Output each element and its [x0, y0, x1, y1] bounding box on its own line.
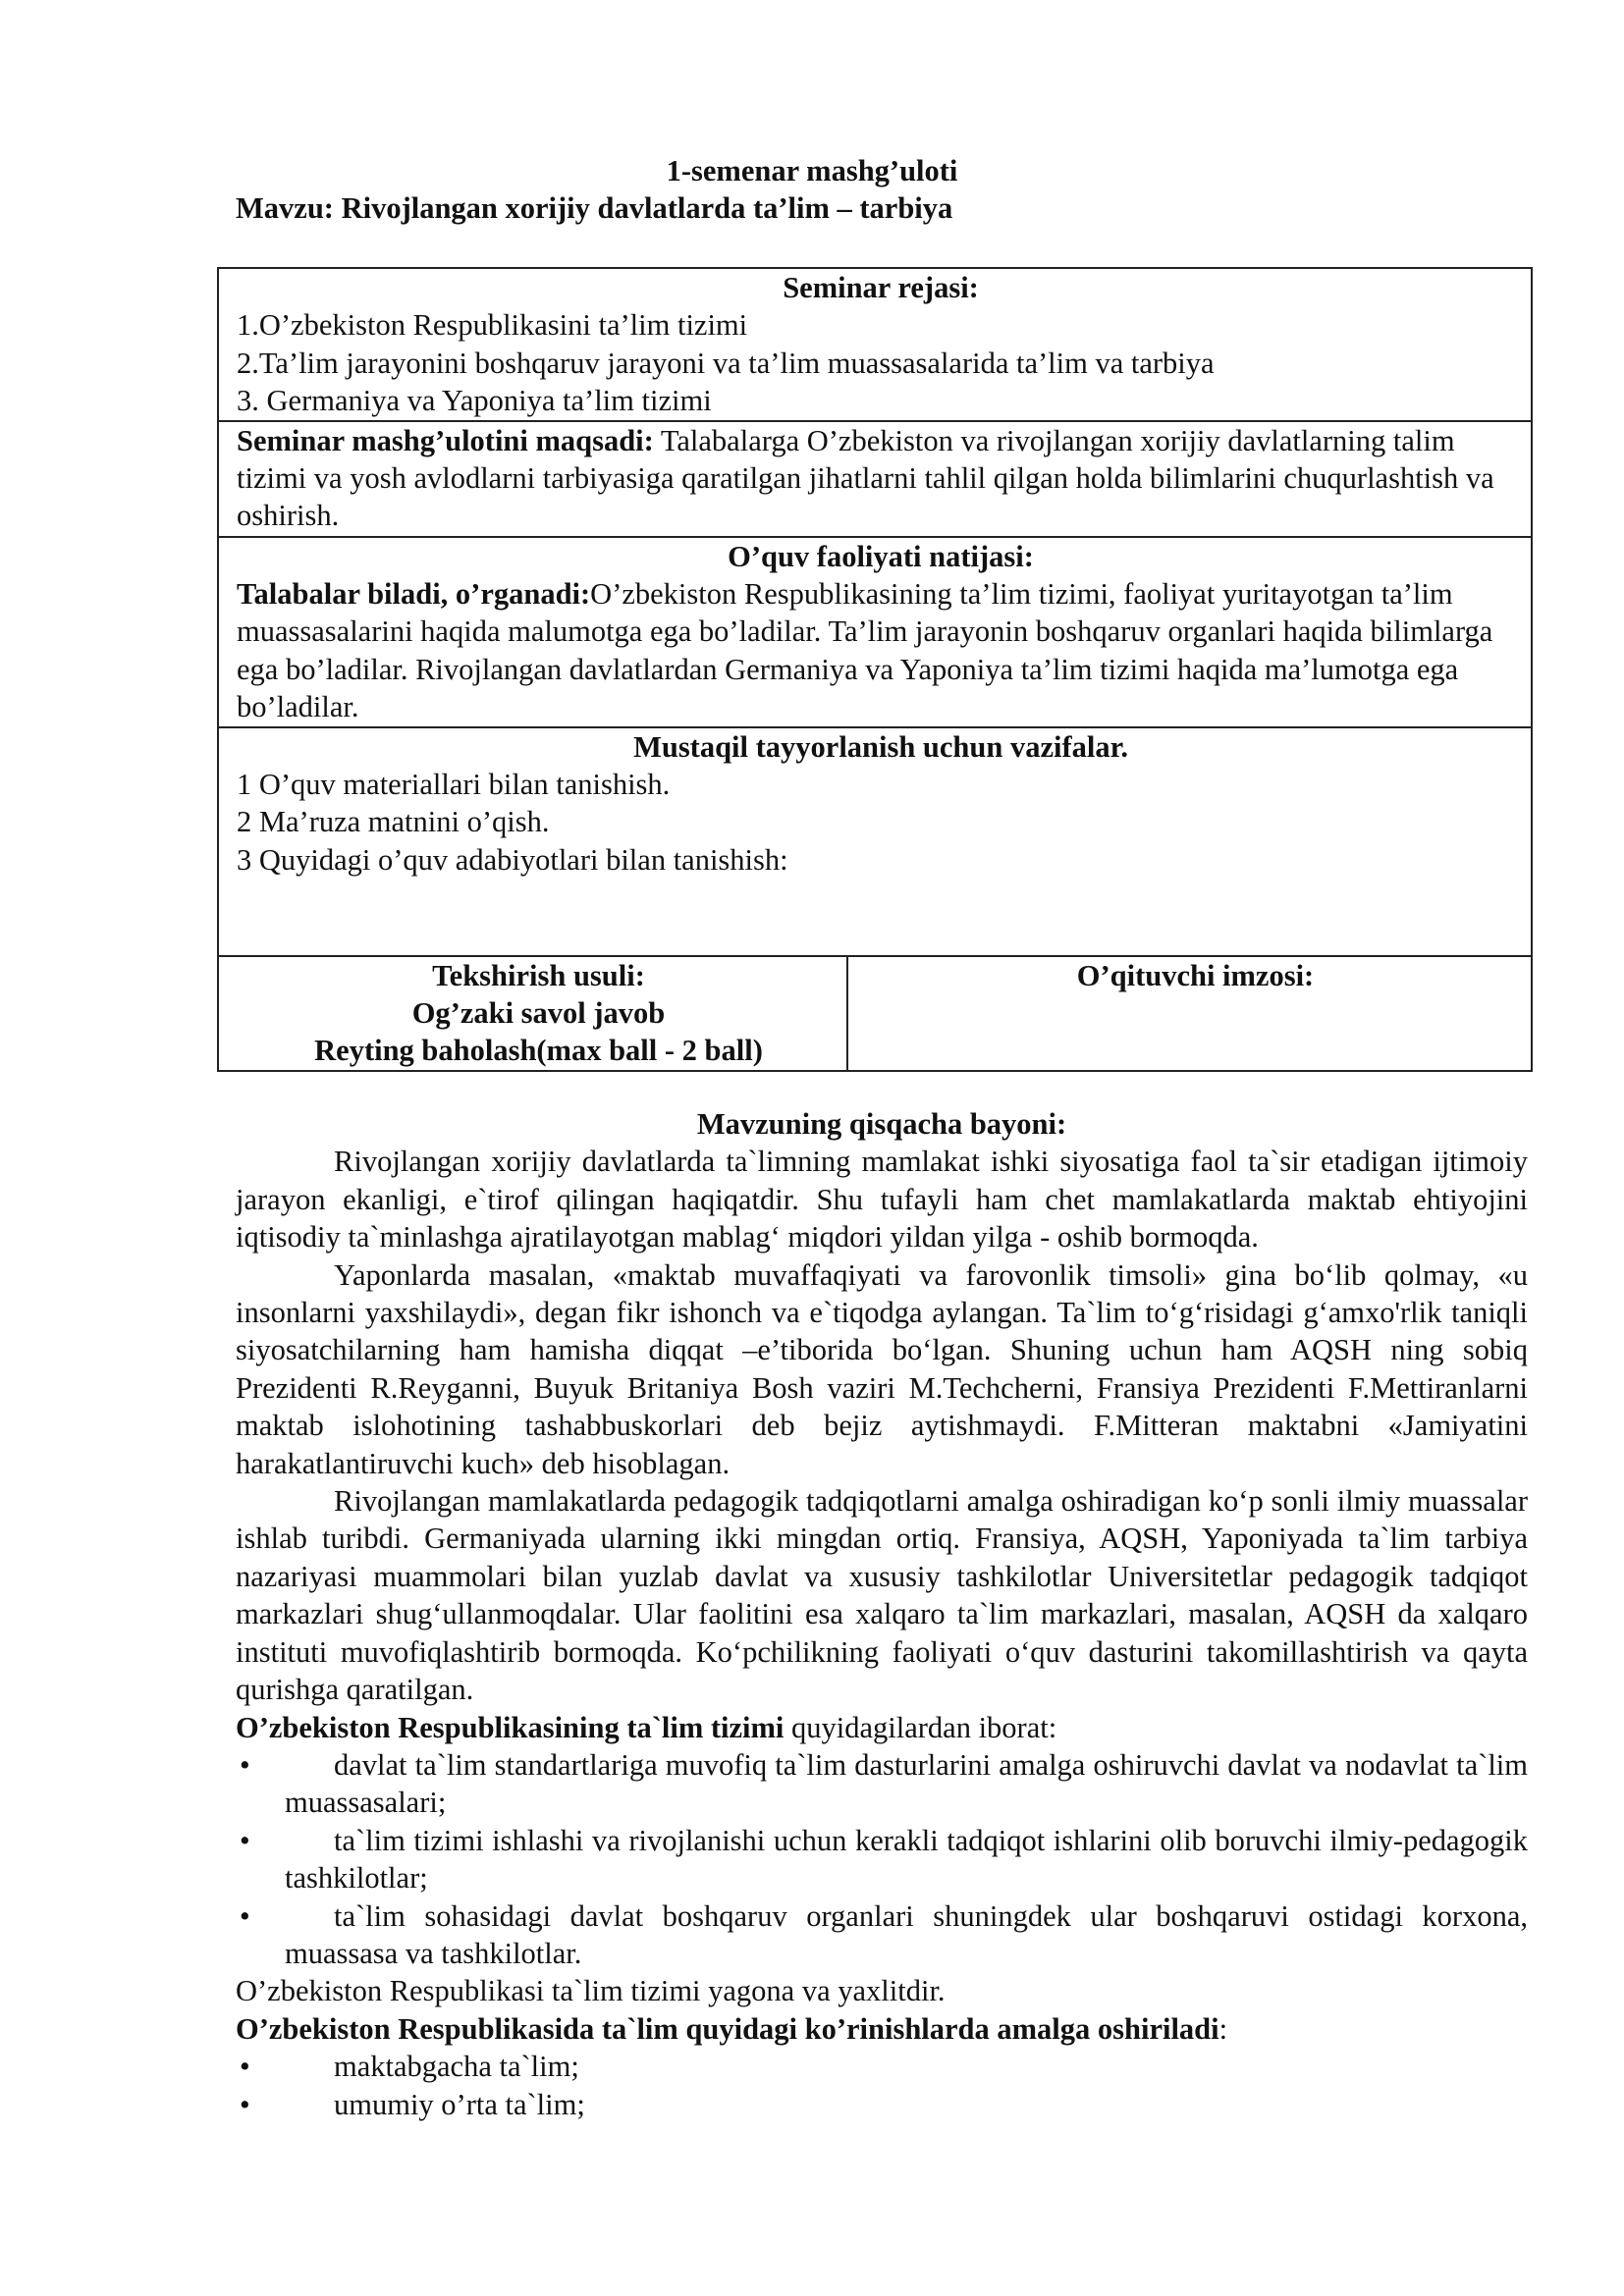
korinish-lead-rest: : [1218, 2011, 1228, 2046]
list-item: • ta`lim tizimi ishlashi va rivojlanishi uchun kerakli tadqiqot ishlarini olib boruvchi ilmiy-pedagogik tashkilotlar; [240, 1823, 1528, 1896]
paragraph: Yaponlarda masalan, «maktab muvaffaqiyati va farovonlik timsoli» gina bo‘lib qolmay, «u insonlarni yaxshilaydi», degan fikr ishonch va e`tiqodga aylangan. Ta`lim to‘g‘risidagi g‘amxo'rlik taniqli siyosatchilarning ham hamisha diqqat –e’tiborida bo‘lgan. Shuning uchun ham AQSH ning sobiq Prezidenti R.Reyganni, Buyuk Britaniya Bosh vaziri M.Techcherni, Fransiya Prezidenti F.Mettiranlarni maktab islohotining tashabbuskorlari deb bejiz aytishmaydi. F.Mitteran maktabni «Jamiyatini harakatlantiruvchi kuch» deb hisoblagan. [236, 1257, 1528, 1480]
tekshirish-line: Og’zaki savol javob [411, 996, 666, 1031]
bullet-icon: • [240, 2050, 250, 2084]
maqsad-label: Seminar mashg’ulotini maqsadi: [237, 423, 654, 457]
plan-heading: Seminar rejasi: [783, 271, 979, 304]
seminar-plan-table [217, 267, 1533, 1072]
plan-item: 2.Ta’lim jarayonini boshqaruv jarayoni va ta’lim muassasalarida ta’lim va tarbiya [237, 346, 1215, 380]
korinish-lead-bold: O’zbekiston Respublikasida ta`lim quyidagi ko’rinishlarda amalga oshiriladi [236, 2011, 1219, 2046]
tizim-lead [236, 1709, 1528, 1746]
tekshirish-line: Reyting baholash(max ball - 2 ball) [314, 1034, 763, 1068]
bullet-icon: • [240, 1898, 250, 1933]
yagona-line: O’zbekiston Respublikasi ta`lim tizimi yagona va yaxlitdir. [236, 1974, 946, 2008]
bullet-icon: • [240, 1747, 250, 1782]
korinish-lead [236, 2010, 1528, 2048]
vazifa-item: 1 O’quv materiallari bilan tanishish. [237, 768, 671, 802]
plan-item: 1.O’zbekiston Respublikasini ta’lim tizimi [237, 308, 748, 343]
vazifa-item: 2 Ma’ruza matnini o’qish. [237, 805, 550, 839]
paragraph: Rivojlangan xorijiy davlatlarda ta`limning mamlakat ishki siyosatiga faol ta`sir etadigan ijtimoiy jarayon ekanligi, e`tirof qilingan haqiqatdir. Shu tufayli ham chet mamlakatlarda maktab ehtiyojini iqtisodiy ta`minlashga ajratilayotgan mablag‘ miqdori yildan yilga - oshib bormoqda. [236, 1145, 1528, 1255]
content-heading: Mavzuning qisqacha bayoni: [696, 1107, 1067, 1141]
tizim-lead-bold: O’zbekiston Respublikasining ta`lim tizimi [236, 1710, 785, 1744]
tekshirish-line: Tekshirish usuli: [432, 958, 645, 992]
tizim-lead-rest: quyidagilardan iborat: [784, 1710, 1057, 1744]
bullet-icon: • [240, 1823, 250, 1857]
plan-item: 3. Germaniya va Yaponiya ta’lim tizimi [237, 384, 712, 418]
natija-text: O’zbekiston Respublikasining ta’lim tizimi, faoliyat yuritayotgan ta’lim muassasalarini haqida malumotga ega bo’ladilar. Ta’lim jarayonin boshqaruv organlari haqida bilimlarga ega bo’ladilar. Rivojlangan davlatlardan Germaniya va Yaponiya ta’lim tizimi haqida ma’lumotga ega bo’ladilar. [237, 577, 1493, 724]
paragraph: Rivojlangan mamlakatlarda pedagogik tadqiqotlarni amalga oshiradigan ko‘p sonli ilmiy muassalar ishlab turibdi. Germaniyada ularning ikki mingdan ortiq. Fransiya, AQSH, Yaponiyada ta`lim tarbiya nazariyasi muammolari bilan yuzlab davlat va xususiy tashkilotlar Universitetlar pedagogik tadqiqot markazlari shug‘ullanmoqdalar. Ular faolitini esa xalqaro ta`lim markazlari, masalan, AQSH da xalqaro instituti muvofiqlashtirib bormoqda. Ko‘pchilikning faoliyati o‘quv dasturini takomillashtirish va qayta qurishga qaratilgan. [236, 1484, 1528, 1707]
maqsad-text: Talabalarga O’zbekiston va rivojlangan xorijiy davlatlarning talim tizimi va yosh avlodlarni tarbiyasiga qaratilgan jihatlarni tahlil qilgan holda bilimlarini chuqurlashtish va oshirish. [237, 423, 1494, 533]
plan-row-vazifa [218, 727, 1532, 956]
tizim-list [236, 1746, 1528, 1972]
natija-label: Talabalar biladi, o’rganadi: [237, 577, 591, 612]
vazifa-item: 3 Quyidagi o’quv adabiyotlari bilan tanishish: [237, 842, 788, 877]
natija-heading: O’quv faoliyati natijasi: [728, 539, 1034, 573]
list-item: • davlat ta`lim standartlariga muvofiq ta`lim dasturlarini amalga oshiruvchi davlat va nodavlat ta`lim muassasalari; [240, 1747, 1528, 1820]
list-item: • umumiy o’rta ta`lim; [236, 2086, 1528, 2123]
korinish-list [236, 2048, 1528, 2123]
topic-title: Mavzu: Rivojlangan xorijiy davlatlarda ta’lim – tarbiya [236, 191, 953, 225]
plan-row-natija [218, 537, 1532, 727]
main-content [236, 1105, 1528, 2123]
plan-row-maqsad [218, 421, 1532, 537]
plan-row-tekshirish [218, 956, 1532, 1071]
imzo-cell [847, 956, 1532, 1071]
plan-row-rejasi [218, 268, 1532, 421]
list-item: • maktabgacha ta`lim; [236, 2048, 1528, 2085]
seminar-title: 1-semenar mashg’uloti [666, 154, 958, 187]
vazifa-heading: Mustaqil tayyorlanish uchun vazifalar. [633, 729, 1128, 764]
bullet-icon: • [240, 2087, 250, 2121]
list-item: • ta`lim sohasidagi davlat boshqaruv organlari shuningdek ular boshqaruvi ostidagi korxona, muassasa va tashkilotlar. [240, 1898, 1528, 1970]
imzo-label: O’qituvchi imzosi: [1076, 958, 1315, 992]
tekshirish-cell [218, 956, 847, 1071]
